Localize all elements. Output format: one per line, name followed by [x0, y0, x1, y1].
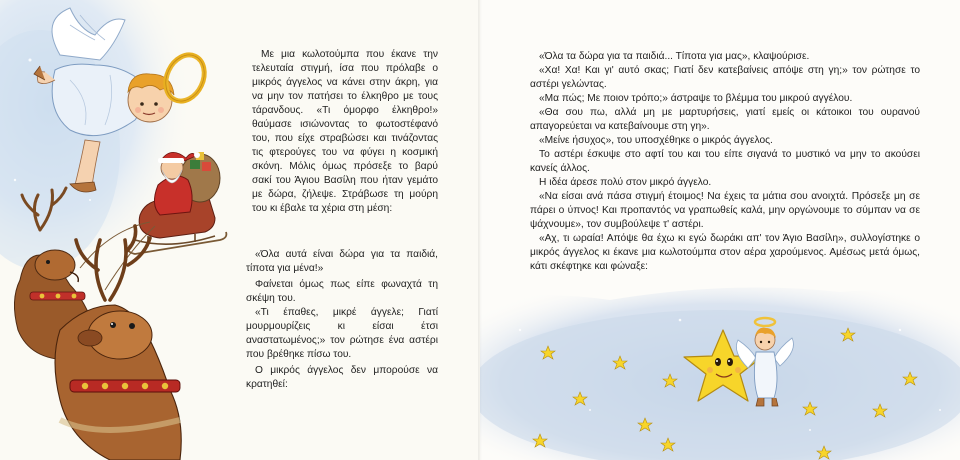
right-paragraph-7: Η ιδέα άρεσε πολύ στον μικρό άγγελο. [539, 177, 712, 188]
left-paragraph-3: Φαίνεται όμως πως είπε φωναχτά τη σκέψη του. [246, 279, 438, 304]
right-page [480, 0, 960, 460]
right-paragraph-8: «Να είσαι ανά πάσα στιγμή έτοιμος! Να έχεις τα μάτια σου ανοιχτά. Πρόσεξε μη σε πάρει ο ύπνος! Και προπαντός να γραπωθείς καλά, μην οργώνουμε το σύμπαν να σε ψάχνουμε», τον συμβούλεψε τ' αστέρι. [530, 191, 920, 230]
right-paragraph-1: «Όλα τα δώρα για τα παιδιά... Τίποτα για μας», κλαψούρισε. [539, 51, 810, 62]
right-paragraph-5: «Μείνε ήσυχος», του υποσχέθηκε ο μικρός άγγελος. [539, 135, 773, 146]
right-text-column [530, 50, 920, 274]
right-paragraph-6: Το αστέρι έσκυψε στο αφτί του και του είπε σιγανά το μυστικό να μην το ακούσει κανείς άλλος. [530, 149, 920, 174]
right-paragraph-2: «Χα! Χα! Και γι' αυτό σκας; Γιατί δεν κατεβαίνεις απόψε στη γη;» τον ρώτησε το αστέρι γελώντας. [530, 65, 920, 90]
right-paragraph-3: «Μα πώς; Με ποιον τρόπο;» άστραψε το βλέμμα του μικρού αγγέλου. [539, 93, 853, 104]
left-paragraph-2: «Όλα αυτά είναι δώρα για τα παιδιά, τίποτα για μένα!» [246, 249, 438, 274]
left-paragraph-5: Ο μικρός άγγελος δεν μπορούσε να κρατηθεί: [246, 365, 438, 390]
left-paragraph-1: Με μια κωλοτούμπα που έκανε την τελευταία στιγμή, ίσα που πρόλαβε ο μικρός άγγελος να κάνει στην άκρη, για να μην τον πατήσει το έλκηθρο με τους τάρανδους. «Τι όμορφο έλκηθρο!» θαύμασε ισιώνοντας το φωτοστέφανό του, που είχε στραβώσει και τινάζοντας τις φτερούγες του να φύγει η κοσμική σκόνη. Μόλις όμως πρόσεξε το βαρύ σακί του Άγιου Βασίλη που ήταν γεμάτο με δώρα, ζήλεψε. Στράβωσε τη μούρη του κι έβαλε τα χέρια στη μέση: [252, 49, 438, 214]
left-paragraph-4: «Τι έπαθες, μικρέ άγγελε; Γιατί μουρμουρίζεις κι είσαι έτσι αναστατωμένος;» τον ρώτησε ένα αστέρι που βρέθηκε πίσω του. [246, 307, 438, 360]
book-gutter [478, 0, 482, 460]
right-paragraph-9: «Αχ, τι ωραία! Απόψε θα έχω κι εγώ δωράκι απ' τον Άγιο Βασίλη», συλλογίστηκε ο μικρός άγγελος κι έκανε μια κωλοτούμπα στον αέρα χαρούμενος. Αμέσως μετά όμως, κάτι σκέφτηκε και φώναξε: [530, 233, 920, 272]
right-paragraph-4: «Θα σου πω, αλλά μη με μαρτυρήσεις, γιατί εμείς οι κάτοικοι του ουρανού απαγορεύεται να κατεβαίνουμε στη γη». [530, 107, 920, 132]
